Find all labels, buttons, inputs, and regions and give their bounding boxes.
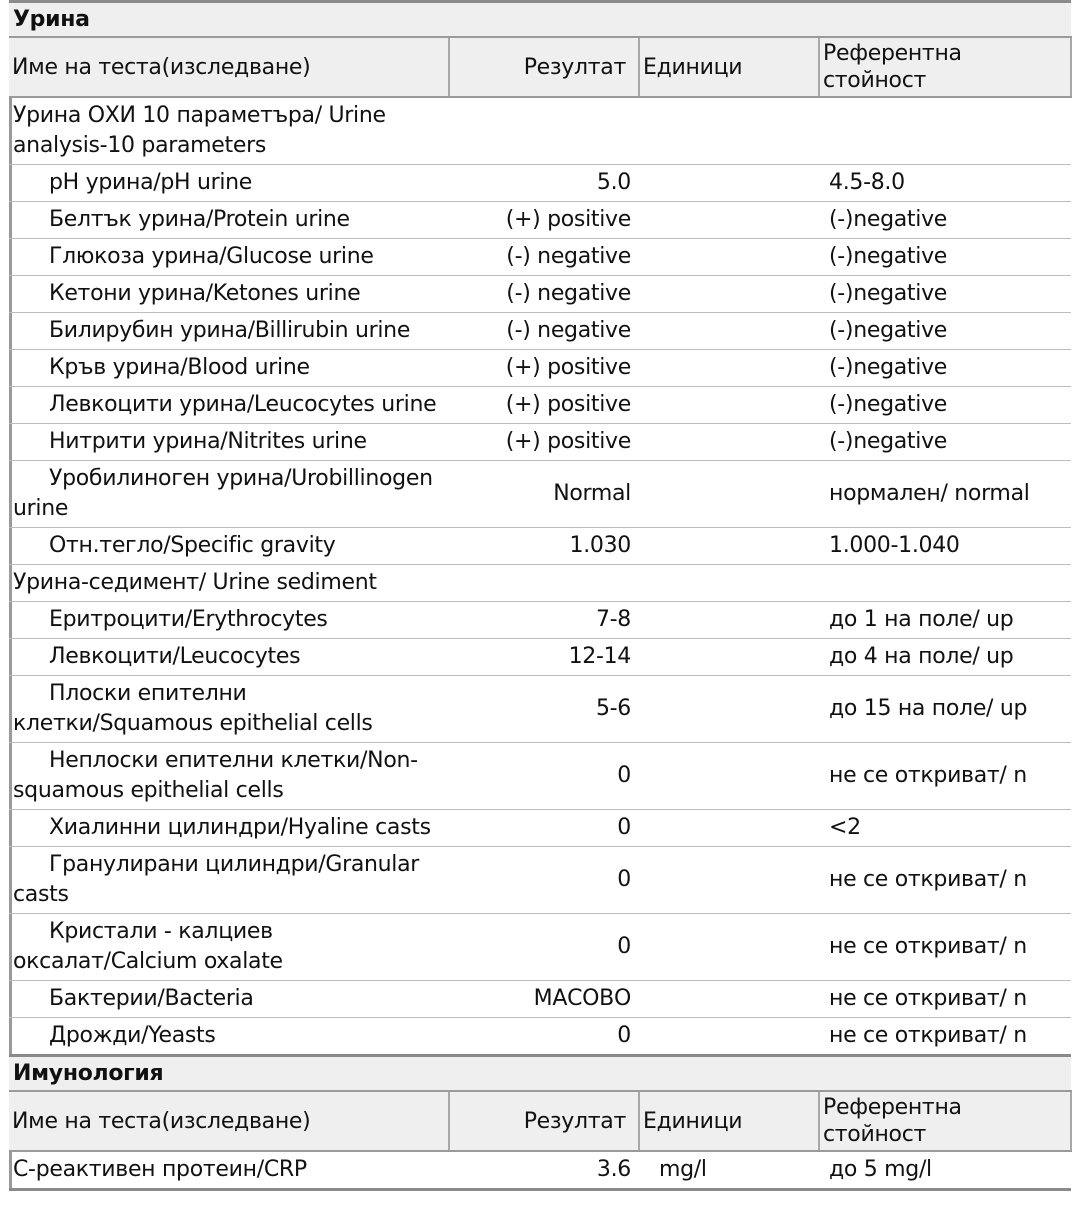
test-result: 0 (449, 914, 639, 981)
test-units (639, 676, 819, 743)
header-test-name: Име на теста(изследване) (9, 1091, 449, 1151)
test-reference: не се откриват/ n (819, 981, 1071, 1018)
test-name: C-реактивен протеин/CRP (9, 1151, 449, 1190)
test-reference: не се откриват/ n (819, 914, 1071, 981)
test-result: (-) negative (449, 276, 639, 313)
section-header (9, 2, 1071, 38)
test-result (449, 565, 639, 602)
test-reference: <2 (819, 810, 1071, 847)
results-table (9, 0, 1072, 1191)
column-headers (9, 1091, 1071, 1151)
test-result: 12-14 (449, 639, 639, 676)
test-units (639, 847, 819, 914)
test-result: 0 (449, 743, 639, 810)
test-result: 0 (449, 810, 639, 847)
test-result: Normal (449, 461, 639, 528)
test-units: mg/l (639, 1151, 819, 1190)
table-row (9, 981, 1071, 1018)
test-reference (819, 97, 1071, 165)
table-row (9, 276, 1071, 313)
table-row (9, 847, 1071, 914)
test-reference: нормален/ normal (819, 461, 1071, 528)
table-row (9, 914, 1071, 981)
test-result: (+) positive (449, 387, 639, 424)
test-result: (+) positive (449, 350, 639, 387)
test-reference: до 5 mg/l (819, 1151, 1071, 1190)
header-reference: Референтна стойност (819, 1091, 1071, 1151)
table-row (9, 743, 1071, 810)
test-units (639, 565, 819, 602)
test-units (639, 810, 819, 847)
table-row (9, 461, 1071, 528)
table-row (9, 350, 1071, 387)
test-name: Глюкоза урина/Glucose urine (9, 239, 449, 276)
test-result: 3.6 (449, 1151, 639, 1190)
test-name: pH урина/pH urine (9, 165, 449, 202)
test-units (639, 97, 819, 165)
table-row (9, 810, 1071, 847)
section-title: Урина (9, 2, 1071, 38)
test-reference: (-)negative (819, 202, 1071, 239)
test-result: 7-8 (449, 602, 639, 639)
table-row (9, 387, 1071, 424)
test-result: 5-6 (449, 676, 639, 743)
test-units (639, 528, 819, 565)
test-units (639, 981, 819, 1018)
test-reference: до 4 на поле/ up (819, 639, 1071, 676)
group-row (9, 97, 1071, 165)
test-units (639, 276, 819, 313)
table-row (9, 602, 1071, 639)
test-units (639, 424, 819, 461)
test-result: МАСОВО (449, 981, 639, 1018)
test-reference: (-)negative (819, 350, 1071, 387)
test-name: Билирубин урина/Billirubin urine (9, 313, 449, 350)
test-units (639, 461, 819, 528)
group-row (9, 1151, 1071, 1190)
test-units (639, 202, 819, 239)
table-row (9, 165, 1071, 202)
test-name: Хиалинни цилиндри/Hyaline casts (9, 810, 449, 847)
test-reference: (-)negative (819, 424, 1071, 461)
header-result: Резултат (449, 37, 639, 97)
test-reference: (-)negative (819, 313, 1071, 350)
header-units: Единици (639, 37, 819, 97)
test-reference (819, 565, 1071, 602)
section-title: Имунология (9, 1056, 1071, 1092)
test-units (639, 387, 819, 424)
test-result: (+) positive (449, 424, 639, 461)
test-result: (-) negative (449, 313, 639, 350)
test-result: (+) positive (449, 202, 639, 239)
header-reference: Референтна стойност (819, 37, 1071, 97)
test-reference: 4.5-8.0 (819, 165, 1071, 202)
test-reference: (-)negative (819, 387, 1071, 424)
header-test-name: Име на теста(изследване) (9, 37, 449, 97)
table-row (9, 1018, 1071, 1056)
test-units (639, 1018, 819, 1056)
test-name: Дрожди/Yeasts (9, 1018, 449, 1056)
test-reference: до 1 на поле/ up (819, 602, 1071, 639)
section-header (9, 1056, 1071, 1092)
table-row (9, 639, 1071, 676)
test-reference: не се откриват/ n (819, 847, 1071, 914)
table-row (9, 424, 1071, 461)
test-name: Левкоцити урина/Leucocytes urine (9, 387, 449, 424)
test-name: Плоски епителни клетки/Squamous epithelial cells (9, 676, 449, 743)
test-result: 5.0 (449, 165, 639, 202)
lab-results (9, 0, 1071, 1191)
test-name: Уробилиноген урина/Urobillinogen urine (9, 461, 449, 528)
test-result: 1.030 (449, 528, 639, 565)
test-units (639, 639, 819, 676)
test-name: Урина-седимент/ Urine sediment (9, 565, 449, 602)
test-name: Нитрити урина/Nitrites urine (9, 424, 449, 461)
test-units (639, 602, 819, 639)
test-result: (-) negative (449, 239, 639, 276)
table-row (9, 239, 1071, 276)
test-name: Левкоцити/Leucocytes (9, 639, 449, 676)
test-units (639, 350, 819, 387)
test-units (639, 165, 819, 202)
test-name: Неплоски епителни клетки/Non-squamous epithelial cells (9, 743, 449, 810)
test-units (639, 914, 819, 981)
test-reference: не се откриват/ n (819, 743, 1071, 810)
test-name: Кръв урина/Blood urine (9, 350, 449, 387)
test-name: Кристали - калциев оксалат/Calcium oxalate (9, 914, 449, 981)
test-name: Бактерии/Bacteria (9, 981, 449, 1018)
header-result: Резултат (449, 1091, 639, 1151)
group-row (9, 565, 1071, 602)
test-reference: (-)negative (819, 276, 1071, 313)
test-name: Отн.тегло/Specific gravity (9, 528, 449, 565)
test-units (639, 239, 819, 276)
test-name: Еритроцити/Erythrocytes (9, 602, 449, 639)
test-name: Гранулирани цилиндри/Granular casts (9, 847, 449, 914)
test-reference: до 15 на поле/ up (819, 676, 1071, 743)
test-name: Белтък урина/Protein urine (9, 202, 449, 239)
header-units: Единици (639, 1091, 819, 1151)
test-units (639, 313, 819, 350)
test-result: 0 (449, 1018, 639, 1056)
table-row (9, 202, 1071, 239)
table-row (9, 676, 1071, 743)
test-reference: (-)negative (819, 239, 1071, 276)
column-headers (9, 37, 1071, 97)
test-name: Кетони урина/Ketones urine (9, 276, 449, 313)
test-name: Урина ОХИ 10 параметъра/ Urine analysis-10 parameters (9, 97, 449, 165)
test-reference: 1.000-1.040 (819, 528, 1071, 565)
table-row (9, 313, 1071, 350)
test-result (449, 97, 639, 165)
table-row (9, 528, 1071, 565)
test-result: 0 (449, 847, 639, 914)
test-reference: не се откриват/ n (819, 1018, 1071, 1056)
test-units (639, 743, 819, 810)
